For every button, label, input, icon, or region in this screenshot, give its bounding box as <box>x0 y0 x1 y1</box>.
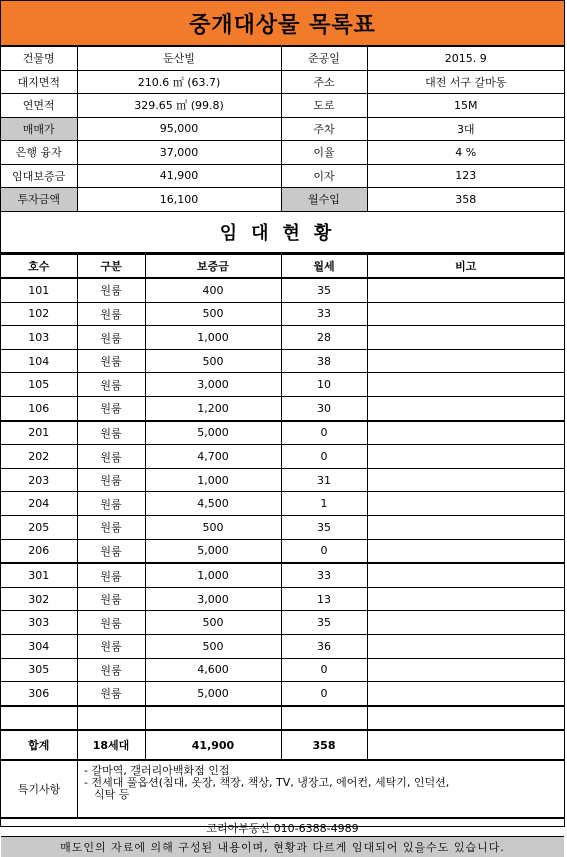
rental-type: 원룸 <box>77 682 145 706</box>
rental-row <box>1 397 564 421</box>
rental-monthly: 30 <box>281 397 367 421</box>
header-deposit: 보증금 <box>145 254 281 278</box>
info-value: 123 <box>367 164 564 188</box>
info-row <box>1 188 564 212</box>
rental-monthly: 0 <box>281 658 367 682</box>
rental-row <box>1 539 564 563</box>
rental-deposit: 500 <box>145 349 281 373</box>
rental-unit: 303 <box>1 611 77 635</box>
rental-note <box>367 706 564 731</box>
rental-monthly: 35 <box>281 278 367 302</box>
rental-monthly: 31 <box>281 468 367 492</box>
rental-monthly <box>281 706 367 731</box>
rental-row <box>1 421 564 445</box>
rental-monthly: 28 <box>281 326 367 350</box>
total-note <box>367 730 564 760</box>
rental-row <box>1 658 564 682</box>
rental-type: 원룸 <box>77 349 145 373</box>
info-value: 15M <box>367 94 564 118</box>
info-row <box>1 164 564 188</box>
rental-row <box>1 635 564 659</box>
info-label: 준공일 <box>281 47 367 70</box>
special-notes-label: 특기사항 <box>1 761 78 817</box>
rental-row <box>1 373 564 397</box>
rental-monthly: 0 <box>281 539 367 563</box>
rental-monthly: 35 <box>281 516 367 540</box>
rental-note <box>367 539 564 563</box>
rental-deposit: 5,000 <box>145 421 281 445</box>
footer-contact: 코리아부동산 010-6388-4989 <box>1 819 564 837</box>
rental-deposit: 500 <box>145 611 281 635</box>
rental-note <box>367 516 564 540</box>
rental-deposit: 4,500 <box>145 492 281 516</box>
info-value: 둔산빌 <box>77 47 281 70</box>
rental-deposit: 5,000 <box>145 682 281 706</box>
rental-deposit: 1,000 <box>145 563 281 587</box>
rental-unit: 203 <box>1 468 77 492</box>
rental-monthly: 1 <box>281 492 367 516</box>
special-notes-body <box>78 761 564 817</box>
info-label: 이율 <box>281 141 367 165</box>
rental-monthly: 0 <box>281 421 367 445</box>
rental-unit: 306 <box>1 682 77 706</box>
special-note-line: - 갈마역, 갤러리아백화점 인접 <box>84 764 230 778</box>
total-deposit: 41,900 <box>145 730 281 760</box>
rental-deposit: 400 <box>145 278 281 302</box>
info-label: 도로 <box>281 94 367 118</box>
rental-type: 원룸 <box>77 658 145 682</box>
header-note: 비고 <box>367 254 564 278</box>
info-value: 4 % <box>367 141 564 165</box>
special-note-line: - 전세대 풀옵션(침대, 옷장, 책장, 책상, TV, 냉장고, 에어컨, 세탁기, 인덕션, <box>84 776 450 790</box>
rental-row <box>1 492 564 516</box>
rental-row <box>1 587 564 611</box>
rental-deposit: 1,000 <box>145 326 281 350</box>
info-value: 95,000 <box>77 117 281 141</box>
rental-unit: 104 <box>1 349 77 373</box>
rental-deposit: 500 <box>145 302 281 326</box>
rental-unit: 202 <box>1 445 77 469</box>
rental-note <box>367 492 564 516</box>
rental-monthly: 0 <box>281 682 367 706</box>
rental-note <box>367 635 564 659</box>
info-value: 358 <box>367 188 564 212</box>
info-label: 건물명 <box>1 47 77 70</box>
rental-monthly: 38 <box>281 349 367 373</box>
rental-row <box>1 278 564 302</box>
rental-unit: 105 <box>1 373 77 397</box>
rental-unit <box>1 706 77 731</box>
rental-row <box>1 611 564 635</box>
info-value: 16,100 <box>77 188 281 212</box>
header-type: 구분 <box>77 254 145 278</box>
total-type: 18세대 <box>77 730 145 760</box>
rental-type: 원룸 <box>77 421 145 445</box>
info-label: 투자금액 <box>1 188 77 212</box>
rental-deposit: 5,000 <box>145 539 281 563</box>
rental-type: 원룸 <box>77 302 145 326</box>
info-label: 월수입 <box>281 188 367 212</box>
header-monthly: 월세 <box>281 254 367 278</box>
rental-note <box>367 397 564 421</box>
rental-monthly: 0 <box>281 445 367 469</box>
rental-type: 원룸 <box>77 539 145 563</box>
rental-unit: 304 <box>1 635 77 659</box>
info-label: 매매가 <box>1 117 77 141</box>
rental-type: 원룸 <box>77 278 145 302</box>
rental-unit: 201 <box>1 421 77 445</box>
rental-monthly: 36 <box>281 635 367 659</box>
rental-type: 원룸 <box>77 468 145 492</box>
info-value: 대전 서구 갈마동 <box>367 70 564 94</box>
total-label: 합계 <box>1 730 77 760</box>
rental-note <box>367 587 564 611</box>
rental-total-row <box>1 730 564 760</box>
rental-row <box>1 302 564 326</box>
info-label: 연면적 <box>1 94 77 118</box>
rental-monthly: 33 <box>281 563 367 587</box>
rental-row <box>1 706 564 731</box>
rental-type: 원룸 <box>77 445 145 469</box>
rental-type: 원룸 <box>77 397 145 421</box>
rental-status-heading: 임대현황 <box>1 212 564 254</box>
rental-monthly: 33 <box>281 302 367 326</box>
rental-type: 원룸 <box>77 635 145 659</box>
info-value: 37,000 <box>77 141 281 165</box>
rental-row <box>1 468 564 492</box>
rental-note <box>367 611 564 635</box>
rental-unit: 204 <box>1 492 77 516</box>
rental-deposit: 3,000 <box>145 373 281 397</box>
info-label: 은행 융자 <box>1 141 77 165</box>
rental-deposit: 1,200 <box>145 397 281 421</box>
rental-unit: 102 <box>1 302 77 326</box>
header-unit: 호수 <box>1 254 77 278</box>
info-value: 210.6 ㎡ (63.7) <box>77 70 281 94</box>
property-info-table <box>1 47 564 212</box>
rental-note <box>367 658 564 682</box>
rental-deposit: 500 <box>145 635 281 659</box>
rental-type: 원룸 <box>77 563 145 587</box>
rental-row <box>1 349 564 373</box>
info-label: 임대보증금 <box>1 164 77 188</box>
rental-unit: 206 <box>1 539 77 563</box>
rental-deposit: 3,000 <box>145 587 281 611</box>
page-title: 중개대상물 목록표 <box>1 1 564 47</box>
special-notes <box>1 761 564 819</box>
rental-note <box>367 349 564 373</box>
rental-monthly: 13 <box>281 587 367 611</box>
rental-type: 원룸 <box>77 492 145 516</box>
rental-type: 원룸 <box>77 516 145 540</box>
rental-type: 원룸 <box>77 373 145 397</box>
rental-monthly: 10 <box>281 373 367 397</box>
rental-note <box>367 682 564 706</box>
footer-notice: 매도인의 자료에 의해 구성된 내용이며, 현황과 다르게 임대되어 있을수도 있습니다. <box>1 837 564 857</box>
special-note-line: 식탁 등 <box>94 788 130 802</box>
rental-unit: 205 <box>1 516 77 540</box>
rental-deposit: 4,600 <box>145 658 281 682</box>
rental-note <box>367 302 564 326</box>
rental-unit: 305 <box>1 658 77 682</box>
info-row <box>1 117 564 141</box>
rental-type: 원룸 <box>77 587 145 611</box>
info-row <box>1 141 564 165</box>
info-row <box>1 47 564 70</box>
info-value: 41,900 <box>77 164 281 188</box>
rental-deposit <box>145 706 281 731</box>
rental-note <box>367 468 564 492</box>
rental-note <box>367 445 564 469</box>
info-value: 2015. 9 <box>367 47 564 70</box>
info-value: 329.65 ㎡ (99.8) <box>77 94 281 118</box>
rental-table-header <box>1 254 564 278</box>
info-row <box>1 94 564 118</box>
rental-note <box>367 278 564 302</box>
rental-unit: 106 <box>1 397 77 421</box>
rental-type <box>77 706 145 731</box>
rental-row <box>1 326 564 350</box>
info-value: 3대 <box>367 117 564 141</box>
rental-note <box>367 563 564 587</box>
rental-row <box>1 445 564 469</box>
rental-note <box>367 326 564 350</box>
info-label: 이자 <box>281 164 367 188</box>
total-monthly: 358 <box>281 730 367 760</box>
rental-note <box>367 373 564 397</box>
rental-unit: 101 <box>1 278 77 302</box>
rental-status-table <box>1 254 564 762</box>
rental-type: 원룸 <box>77 611 145 635</box>
rental-unit: 103 <box>1 326 77 350</box>
rental-row <box>1 563 564 587</box>
rental-note <box>367 421 564 445</box>
info-label: 주차 <box>281 117 367 141</box>
rental-deposit: 500 <box>145 516 281 540</box>
rental-row <box>1 682 564 706</box>
rental-row <box>1 516 564 540</box>
rental-unit: 302 <box>1 587 77 611</box>
info-label: 주소 <box>281 70 367 94</box>
rental-monthly: 35 <box>281 611 367 635</box>
info-label: 대지면적 <box>1 70 77 94</box>
rental-deposit: 1,000 <box>145 468 281 492</box>
rental-deposit: 4,700 <box>145 445 281 469</box>
rental-unit: 301 <box>1 563 77 587</box>
rental-type: 원룸 <box>77 326 145 350</box>
info-row <box>1 70 564 94</box>
